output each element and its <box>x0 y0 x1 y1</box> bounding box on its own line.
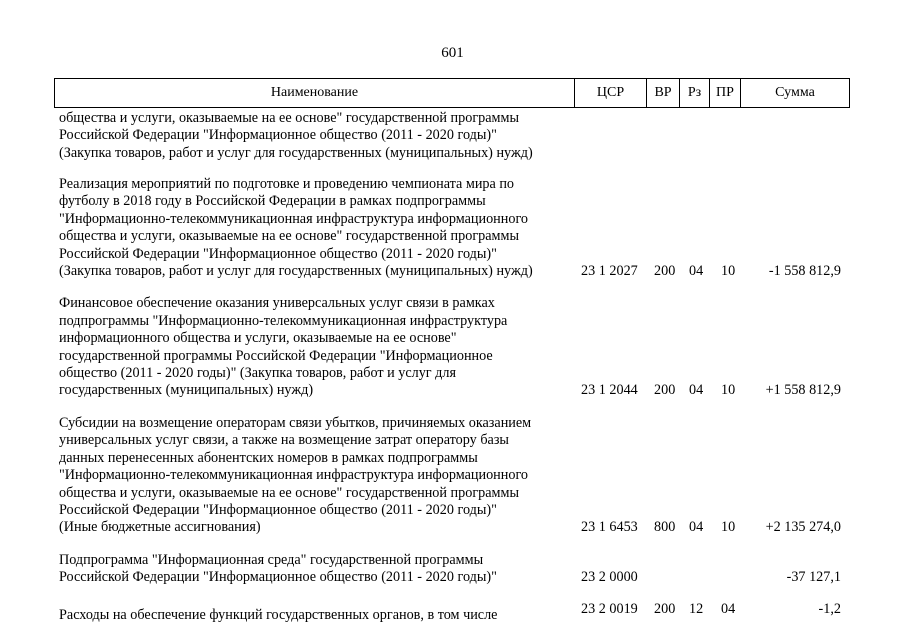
row-description: общества и услуги, оказываемые на ее основе" государственной программы Российской Федерации "Информационное общество (2011 - 2020 годы)" (Закупка товаров, работ и услуг для государственных (муниципальных) нужд) <box>59 110 533 161</box>
row-csr: 23 2 0019 <box>581 600 638 617</box>
row-sum: -1,2 <box>818 600 841 617</box>
page-number: 601 <box>441 45 464 61</box>
row-vr: 800 <box>654 519 676 536</box>
row-vr: 200 <box>654 600 676 617</box>
row-csr: 23 1 6453 <box>581 519 638 536</box>
header-csr: ЦСР <box>575 79 647 108</box>
row-sum: -37 127,1 <box>786 569 841 586</box>
header-rz: Рз <box>680 79 710 108</box>
row-description: Субсидии на возмещение операторам связи убытков, причиняемых оказанием универсальных услуг связи, а также на возмещение затрат оператору базы данных перенесенных абонентских номеров в рамках подпрограммы "Информационно-телекоммуникационная инфраструктура информационного общества и услуги, оказываемые на ее основе" государственной программы Российской Федерации "Информационное общество (2011 - 2020 годы)" (Иные бюджетные ассигнования) <box>59 414 532 536</box>
header-pr: ПР <box>710 79 741 108</box>
table-row <box>54 110 849 160</box>
row-pr: 10 <box>721 519 736 536</box>
row-sum: +2 135 274,0 <box>765 519 841 536</box>
row-csr: 23 2 0000 <box>581 569 638 586</box>
header-sum: Сумма <box>741 79 850 108</box>
row-csr: 23 1 2044 <box>581 382 638 399</box>
table-row <box>54 552 849 587</box>
row-sum: +1 558 812,9 <box>765 382 841 399</box>
header-vr: ВР <box>647 79 680 108</box>
row-rz: 04 <box>689 519 704 536</box>
row-vr: 200 <box>654 382 676 399</box>
row-vr: 200 <box>654 263 676 280</box>
header-name: Наименование <box>55 79 575 108</box>
row-sum: -1 558 812,9 <box>768 263 841 280</box>
row-pr: 10 <box>721 382 736 399</box>
row-rz: 04 <box>689 263 704 280</box>
table-row <box>54 295 849 399</box>
row-rz: 04 <box>689 382 704 399</box>
row-description: Подпрограмма "Информационная среда" государственной программы Российской Федерации "Информационное общество (2011 - 2020 годы)" <box>59 551 497 586</box>
table-body <box>54 110 849 624</box>
row-pr: 04 <box>721 600 736 617</box>
row-rz: 12 <box>689 600 704 617</box>
row-description: Расходы на обеспечение функций государственных органов, в том числе <box>59 606 498 623</box>
row-description: Финансовое обеспечение оказания универсальных услуг связи в рамках подпрограммы "Информационно-телекоммуникационная инфраструктура информационного общества и услуги, оказываемые на ее основе" государственной программы Российской Федерации "Информационное общество (2011 - 2020 годы)" (Закупка товаров, работ и услуг для государственных (муниципальных) нужд) <box>59 295 508 399</box>
row-csr: 23 1 2027 <box>581 263 638 280</box>
table-row <box>54 415 849 537</box>
table-row <box>54 601 849 624</box>
row-pr: 10 <box>721 263 736 280</box>
table-row <box>54 176 849 280</box>
table-header <box>54 78 850 108</box>
row-description: Реализация мероприятий по подготовке и проведению чемпионата мира по футболу в 2018 году в Российской Федерации в рамках подпрограммы "Информационно-телекоммуникационная инфраструктура информационного общества и услуги, оказываемые на ее основе" государственной программы Российской Федерации "Информационное общество (2011 - 2020 годы)" (Закупка товаров, работ и услуг для государственных (муниципальных) нужд) <box>59 176 533 280</box>
